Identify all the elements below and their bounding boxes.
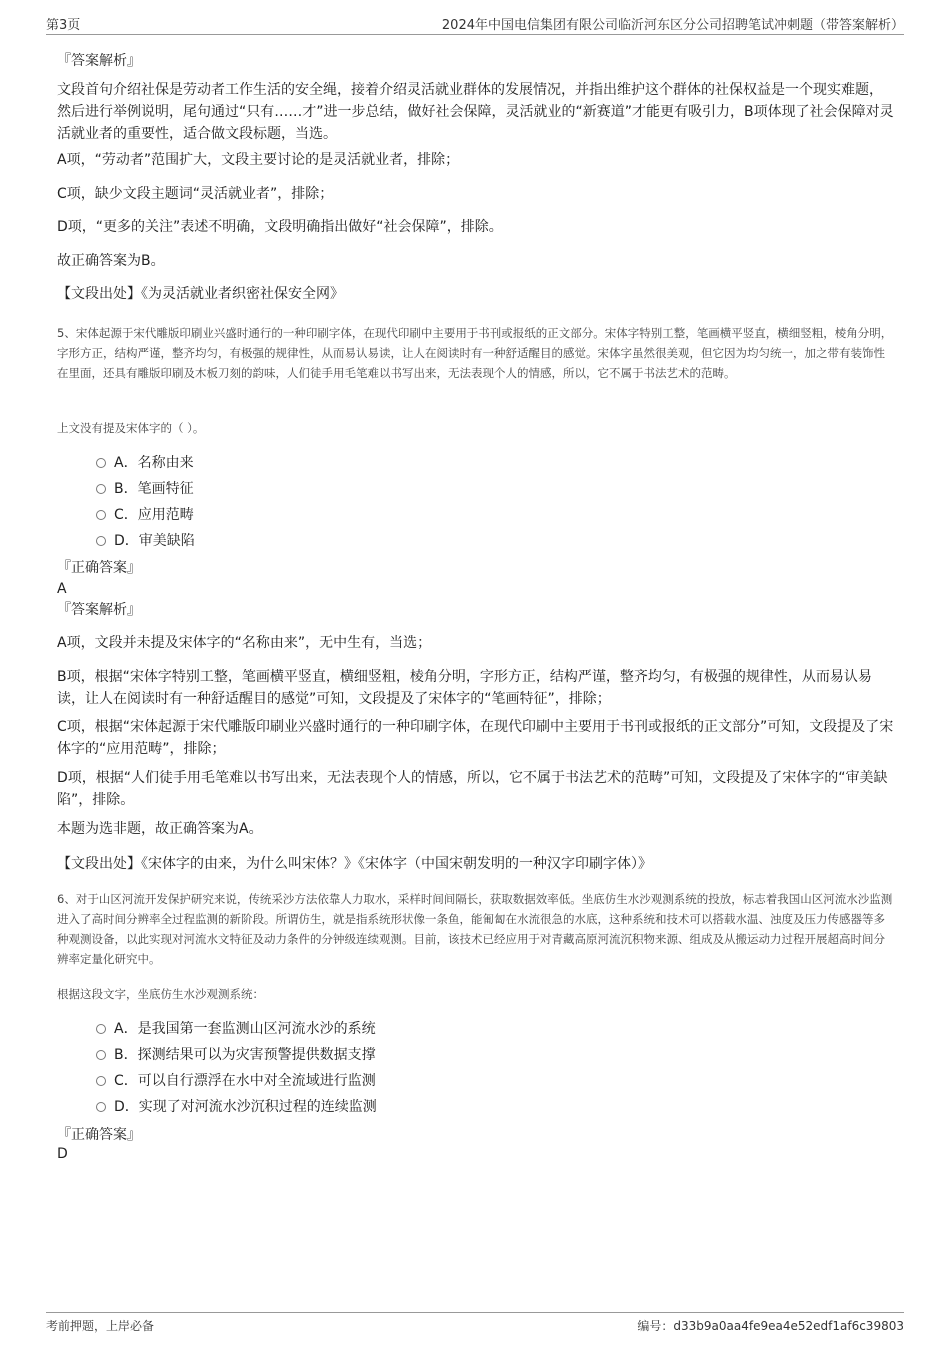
analysis-option-b: B项，根据“宋体字特别工整，笔画横平竖直，横细竖粗，棱角分明，字形方正，结构严谨，整齐均匀，有极强的规律性，从而易认易读，让人在阅读时有一种舒适醒目的感觉”可知，文段提及了宋体字的“笔画特征”，排除；	[57, 669, 872, 707]
question-6-text: 6、对于山区河流开发保护研究来说，传统采沙方法依靠人力取水，采样时间间隔长，获取数据效率低。坐底仿生水沙观测系统的投放，标志着我国山区河流水沙监测进入了高时间分辨率全过程监测的新阶段。所谓仿生，就是指系统形状像一条鱼，能匍匐在水流很急的水底，这种系统和技术可以搭载水温、浊度及压力传感器等多种观测设备，以此实现对河流水文特征及动力条件的分钟级连续观测。目前，该技术已经应用于对青藏高原河流沉积物来源、组成及从搬运动力过程开展超高时间分辨率定量化研究中。	[57, 892, 893, 966]
document-code: 编号：d33b9a0aa4fe9ea4e52edf1af6c39803	[637, 1319, 904, 1333]
radio-icon[interactable]	[96, 484, 106, 494]
question-6-stem: 根据这段文字，坐底仿生水沙观测系统：	[57, 987, 264, 1001]
option-label: A．是我国第一套监测山区河流水沙的系统	[114, 1021, 376, 1037]
page-footer	[46, 1312, 904, 1335]
analysis-option-a: A项，文段并未提及宋体字的“名称由来”，无中生有，当选；	[57, 635, 432, 651]
analysis-option-d: D项，“更多的关注”表述不明确，文段明确指出做好“社会保障”，排除。	[57, 219, 503, 235]
question-6-option-b[interactable]	[96, 1045, 376, 1065]
radio-icon[interactable]	[96, 1076, 106, 1086]
question-5-text: 5、宋体起源于宋代雕版印刷业兴盛时通行的一种印刷字体，在现代印刷中主要用于书刊或报纸的正文部分。宋体字特别工整，笔画横平竖直，横细竖粗，棱角分明，字形方正，结构严谨，整齐均匀，有极强的规律性，从而易认易读，让人在阅读时有一种舒适醒目的感觉。宋体字虽然很美观，但它因为均匀统一，加之带有装饰性在里面，还具有雕版印刷及木板刀刻的韵味，人们徒手用毛笔难以书写出来，无法表现个人的情感，所以，它不属于书法艺术的范畴。	[57, 326, 893, 380]
question-6-option-c[interactable]	[96, 1071, 376, 1091]
option-label: D．实现了对河流水沙沉积过程的连续监测	[114, 1099, 377, 1115]
page-number: 第3页	[46, 18, 81, 33]
option-label: B．探测结果可以为灾害预警提供数据支撑	[114, 1047, 376, 1063]
question-5-option-c[interactable]	[96, 505, 194, 525]
question-5-stem: 上文没有提及宋体字的（ ）。	[57, 421, 205, 435]
analysis-option-a: A项，“劳动者”范围扩大，文段主要讨论的是灵活就业者，排除；	[57, 152, 460, 168]
radio-icon[interactable]	[96, 510, 106, 520]
option-label: D．审美缺陷	[114, 533, 195, 549]
option-label: C．应用范畴	[114, 507, 194, 523]
option-label: A．名称由来	[114, 455, 194, 471]
question-5-option-d[interactable]	[96, 531, 195, 551]
correct-answer-heading: 『正确答案』	[57, 560, 141, 576]
passage-source: 【文段出处】《宋体字的由来，为什么叫宋体？》《宋体字（中国宋朝发明的一种汉字印刷字体）》	[57, 856, 652, 872]
page-header	[46, 14, 904, 35]
question-6-option-d[interactable]	[96, 1097, 377, 1117]
analysis-option-c: C项，缺少文段主题词“灵活就业者”，排除；	[57, 186, 334, 202]
analysis-heading: 『答案解析』	[57, 53, 141, 69]
option-label: B．笔画特征	[114, 481, 194, 497]
correct-answer-statement: 本题为选非题，故正确答案为A。	[57, 821, 263, 837]
question-5-option-a[interactable]	[96, 453, 194, 473]
analysis-option-d: D项，根据“人们徒手用毛笔难以书写出来，无法表现个人的情感，所以，它不属于书法艺术的范畴”可知，文段提及了宋体字的“审美缺陷”，排除。	[57, 770, 888, 808]
analysis-heading: 『答案解析』	[57, 602, 141, 618]
correct-answer-value: A	[57, 581, 67, 597]
document-title: 2024年中国电信集团有限公司临沂河东区分公司招聘笔试冲刺题（带答案解析）	[441, 18, 904, 33]
correct-answer-heading: 『正确答案』	[57, 1127, 141, 1143]
analysis-paragraph: 文段首句介绍社保是劳动者工作生活的安全绳，接着介绍灵活就业群体的发展情况，并指出维护这个群体的社保权益是一个现实难题，然后进行举例说明，尾句通过“只有……才”进一步总结，做好社会保障，灵活就业的“新赛道”才能更有吸引力，B项体现了社会保障对灵活就业者的重要性，适合做文段标题，当选。	[57, 82, 894, 142]
passage-source: 【文段出处】《为灵活就业者织密社保安全网》	[57, 286, 344, 302]
footer-slogan: 考前押题，上岸必备	[46, 1319, 155, 1333]
correct-answer-statement: 故正确答案为B。	[57, 253, 165, 269]
correct-answer-value: D	[57, 1146, 68, 1162]
analysis-option-c: C项，根据“宋体起源于宋代雕版印刷业兴盛时通行的一种印刷字体，在现代印刷中主要用于书刊或报纸的正文部分”可知，文段提及了宋体字的“应用范畴”，排除；	[57, 719, 894, 757]
radio-icon[interactable]	[96, 1024, 106, 1034]
radio-icon[interactable]	[96, 536, 106, 546]
question-6-option-a[interactable]	[96, 1019, 376, 1039]
question-5-option-b[interactable]	[96, 479, 194, 499]
radio-icon[interactable]	[96, 1050, 106, 1060]
radio-icon[interactable]	[96, 1102, 106, 1112]
radio-icon[interactable]	[96, 458, 106, 468]
option-label: C．可以自行漂浮在水中对全流域进行监测	[114, 1073, 376, 1089]
